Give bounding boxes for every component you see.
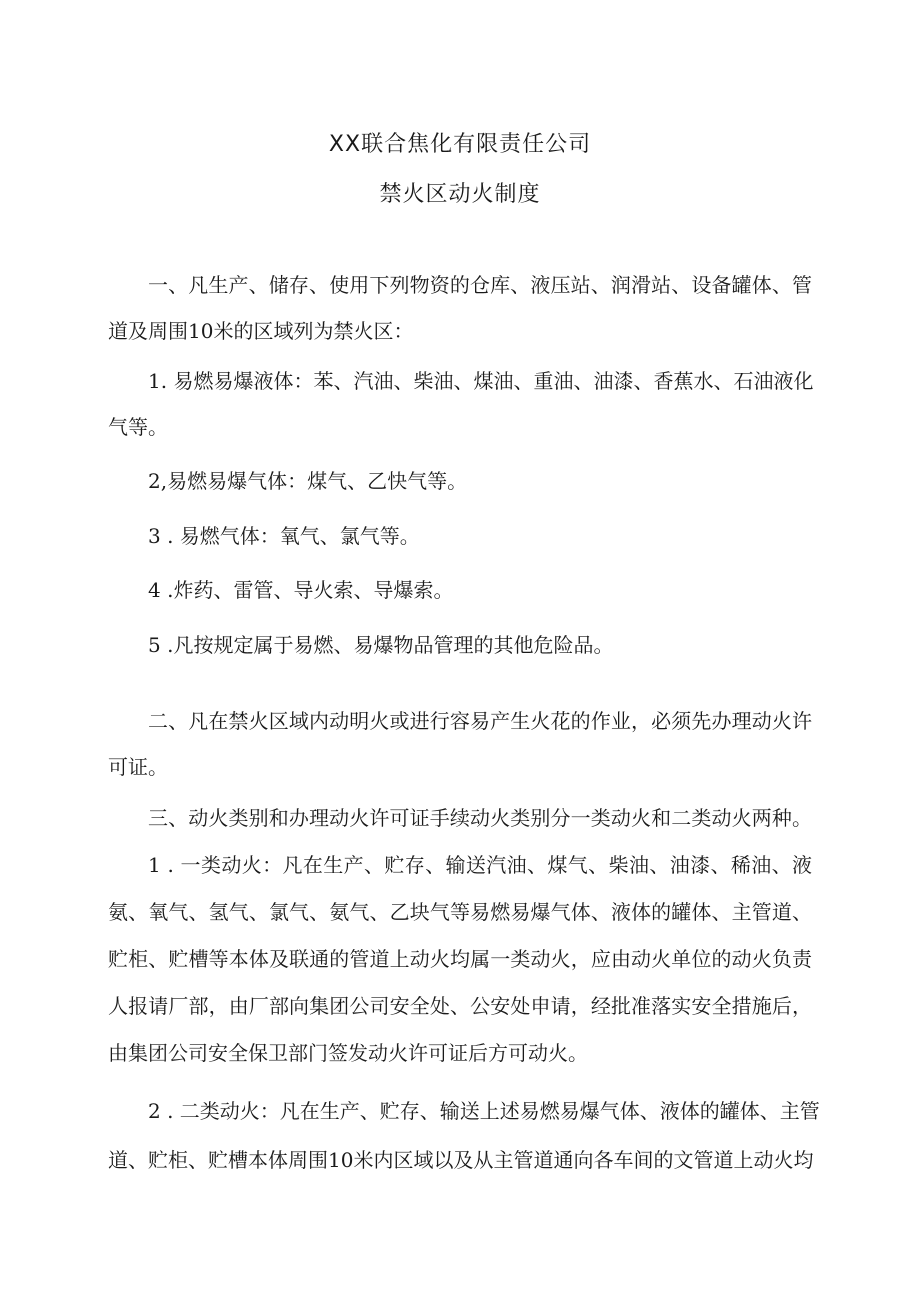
section-3-line-1: 三、动火类别和办理动火许可证手续动火类别分一类动火和二类动火两种。 (148, 806, 812, 830)
section-1-line-1: 一、凡生产、储存、使用下列物资的仓库、液压站、润滑站、设备罐体、管 (148, 273, 812, 297)
document-title: 禁火区动火制度 (379, 182, 541, 207)
item-4-line: 4 .炸药、雷管、导火索、导爆索。 (148, 578, 454, 602)
item-2-line: 2,易燃易爆气体：煤气、乙快气等。 (148, 469, 468, 493)
section-1-line-2: 道及周围10米的区域列为禁火区： (108, 319, 414, 343)
section-3-item-1-line-1: 1 . 一类动火：凡在生产、贮存、输送汽油、煤气、柴油、油漆、稀油、液 (148, 853, 812, 877)
section-3-item-2-line-2: 道、贮柜、贮槽本体周围10米内区域以及从主管道通向各车间的文管道上动火均 (108, 1148, 814, 1172)
section-3-item-1-line-2: 氨、氧气、氢气、氯气、氨气、乙块气等易燃易爆气体、液体的罐体、主管道、 (108, 900, 812, 924)
item-3-line: 3 . 易燃气体：氧气、氯气等。 (148, 524, 420, 548)
item-5-line: 5 .凡按规定属于易燃、易爆物品管理的其他危险品。 (148, 633, 614, 657)
section-3-item-1-line-4: 人报请厂部，由厂部向集团公司安全处、公安处申请，经批准落实安全措施后， (108, 994, 812, 1018)
item-1-line-1: 1. 易燃易爆液体：苯、汽油、柴油、煤油、重油、油漆、香蕉水、石油液化 (148, 369, 814, 393)
company-title: XX联合焦化有限责任公司 (328, 132, 592, 157)
section-2-line-1: 二、凡在禁火区域内动明火或进行容易产生火花的作业，必须先办理动火许 (148, 709, 812, 733)
section-3-item-1-line-5: 由集团公司安全保卫部门签发动火许可证后方可动火。 (108, 1041, 588, 1065)
section-3-item-1-line-3: 贮柜、贮槽等本体及联通的管道上动火均属一类动火，应由动火单位的动火负责 (108, 947, 812, 971)
item-1-line-2: 气等。 (108, 415, 168, 439)
section-3-item-2-line-1: 2 . 二类动火：凡在生产、贮存、输送上述易燃易爆气体、液体的罐体、主管 (148, 1099, 820, 1123)
section-2-line-2: 可证。 (108, 755, 168, 779)
